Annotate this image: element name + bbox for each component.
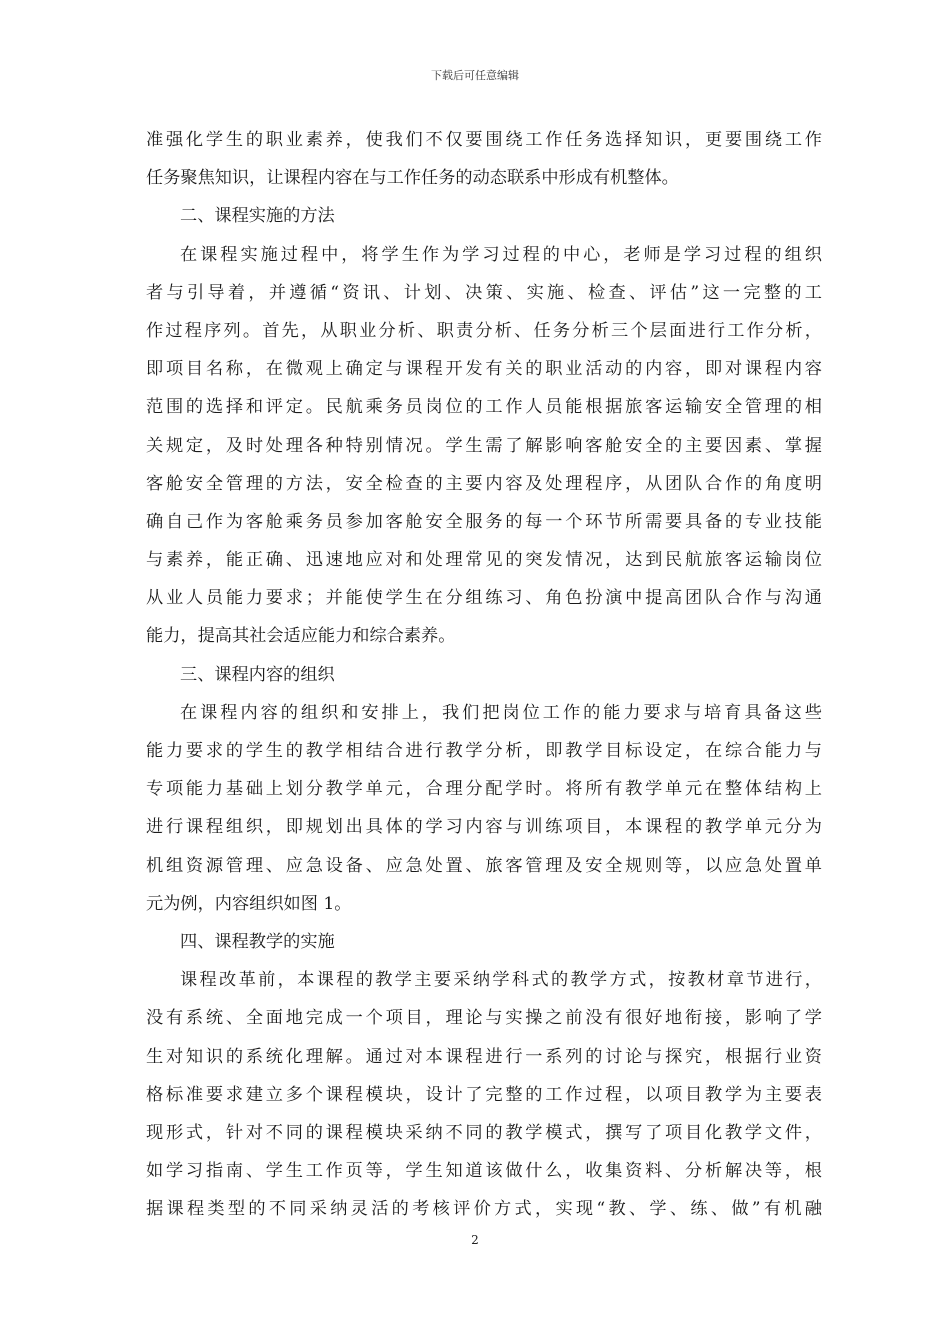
- text-line: 生对知识的系统化理解。通过对本课程进行一系列的讨论与探究，根据行业资: [146, 1046, 822, 1067]
- text-line: 专项能力基础上划分教学单元，合理分配学时。将所有教学单元在整体结构上: [146, 779, 822, 800]
- paragraph-first-line: 课程改革前，本课程的教学主要采纳学科式的教学方式，按教材章节进行，: [180, 970, 822, 991]
- text-line: 范围的选择和评定。民航乘务员岗位的工作人员能根据旅客运输安全管理的相: [146, 397, 822, 418]
- text-line: 格标准要求建立多个课程模块，设计了完整的工作过程，以项目教学为主要表: [146, 1084, 822, 1105]
- paragraph-last-line: 元为例，内容组织如图 1。: [146, 893, 352, 914]
- text-line: 进行课程组织，即规划出具体的学习内容与训练项目，本课程的教学单元分为: [146, 817, 822, 838]
- text-line: 准强化学生的职业素养，使我们不仅要围绕工作任务选择知识，更要围绕工作: [146, 130, 822, 150]
- text-line: 与素养，能正确、迅速地应对和处理常见的突发情况，达到民航旅客运输岗位: [146, 550, 822, 571]
- text-line: 客舱安全管理的方法，安全检查的主要内容及处理程序，从团队合作的角度明: [146, 473, 822, 494]
- text-line: 机组资源管理、应急设备、应急处置、旅客管理及安全规则等，以应急处置单: [146, 855, 822, 876]
- section-heading: 二、课程实施的方法: [180, 206, 335, 227]
- text-line: 从业人员能力要求；并能使学生在分组练习、角色扮演中提高团队合作与沟通: [146, 588, 822, 609]
- document-body: [146, 121, 822, 1228]
- section-heading: 三、课程内容的组织: [180, 664, 335, 685]
- page-header: 下载后可任意编辑: [431, 69, 519, 82]
- text-line: 确自己作为客舱乘务员参加客舱安全服务的每一个环节所需要具备的专业技能: [146, 511, 822, 532]
- text-line: 者与引导着，并遵循“资讯、计划、决策、实施、检查、评估”这一完整的工: [146, 282, 822, 303]
- text-line: 关规定，及时处理各种特别情况。学生需了解影响客舱安全的主要因素、掌握: [146, 435, 822, 456]
- text-line: 如学习指南、学生工作页等，学生知道该做什么，收集资料、分析解决等，根: [146, 1161, 822, 1182]
- section-heading: 四、课程教学的实施: [180, 931, 335, 952]
- text-line: 没有系统、全面地完成一个项目，理论与实操之前没有很好地衔接，影响了学: [146, 1008, 822, 1029]
- text-line: 现形式，针对不同的课程模块采纳不同的教学模式，撰写了项目化教学文件，: [146, 1122, 822, 1143]
- text-line: 能力要求的学生的教学相结合进行教学分析，即教学目标设定，在综合能力与: [146, 741, 822, 761]
- text-line: 据课程类型的不同采纳灵活的考核评价方式，实现“教、学、练、做”有机融: [146, 1199, 822, 1220]
- paragraph-first-line: 在课程内容的组织和安排上，我们把岗位工作的能力要求与培育具备这些: [180, 702, 822, 723]
- paragraph-last-line: 能力，提高其社会适应能力和综合素养。: [146, 626, 456, 647]
- text-line: 作过程序列。首先，从职业分析、职责分析、任务分析三个层面进行工作分析，: [146, 320, 822, 341]
- page-number: 2: [471, 1233, 479, 1247]
- paragraph-last-line: 任务聚焦知识，让课程内容在与工作任务的动态联系中形成有机整体。: [146, 168, 679, 189]
- text-line: 即项目名称，在微观上确定与课程开发有关的职业活动的内容，即对课程内容: [146, 359, 822, 380]
- paragraph-first-line: 在课程实施过程中，将学生作为学习过程的中心，老师是学习过程的组织: [180, 244, 822, 265]
